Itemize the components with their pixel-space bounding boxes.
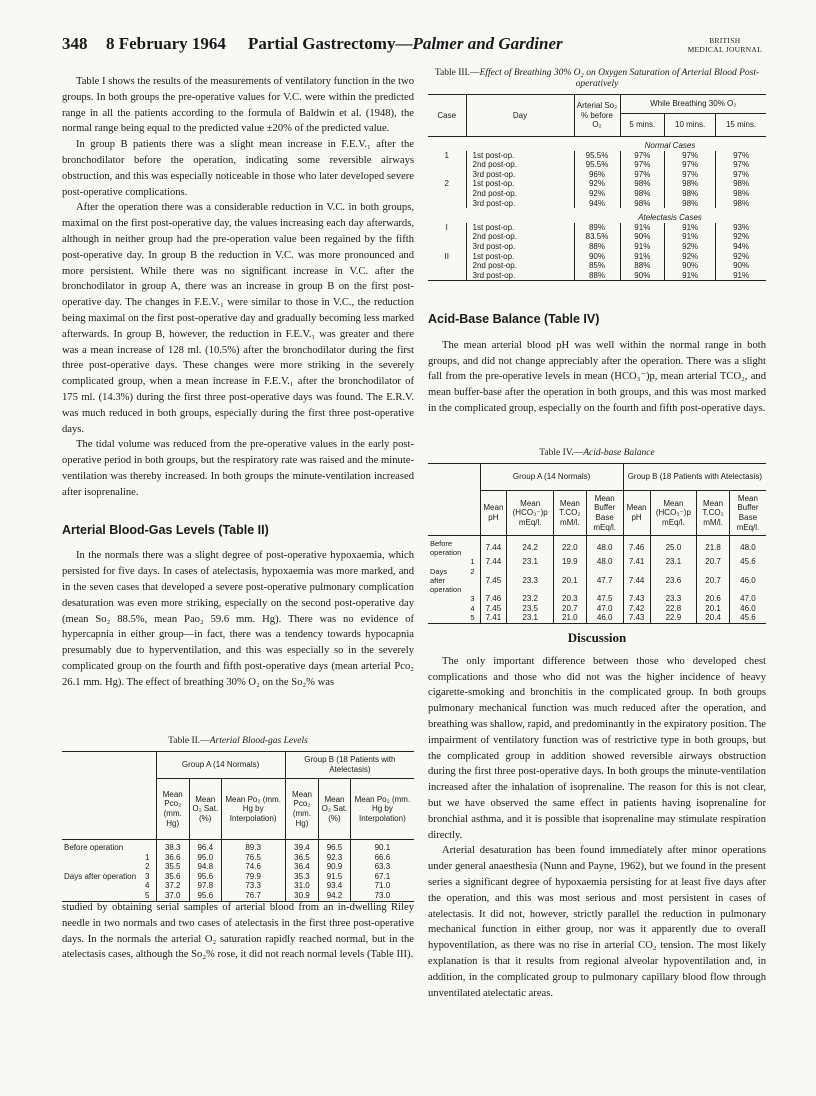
cell: 7.42 — [623, 604, 650, 614]
cell: 47.0 — [729, 594, 766, 604]
day-label: 2nd post-op. — [466, 261, 574, 271]
col-sat: Mean O₂ Sat. (%) — [189, 779, 221, 840]
table-row — [428, 242, 766, 252]
cell: 23.5 — [507, 604, 554, 614]
table-row — [428, 179, 766, 189]
title-authors: Palmer and Gardiner — [412, 34, 563, 53]
row-label — [428, 604, 480, 614]
cell: 46.0 — [729, 567, 766, 595]
paragraph: studied by obtaining serial samples of arterial blood from an in-dwelling Riley needle in two normals and two cases of atelectasis in the first three post-operative days. In the normals the arterial O₂ saturation rapidly reached normal, but in the atelectasis cases, although the So₂% rose, it did not reach normal levels (Table III). — [62, 902, 414, 961]
cell: 90% — [716, 261, 766, 271]
cell: 22.8 — [650, 604, 697, 614]
cell: 23.1 — [650, 557, 697, 567]
case-number — [428, 160, 466, 170]
cell: 46.0 — [729, 604, 766, 614]
cell: 48.0 — [729, 536, 766, 558]
left-column — [62, 74, 414, 690]
cell: 97% — [620, 151, 665, 161]
day-label: 3rd post-op. — [466, 242, 574, 252]
row-label — [62, 881, 156, 891]
table-row — [428, 567, 766, 595]
cell: 24.2 — [507, 536, 554, 558]
cell: 92% — [574, 179, 620, 189]
cell: 98% — [620, 179, 665, 189]
table-row — [428, 199, 766, 209]
issue-date: 8 February 1964 — [106, 34, 226, 53]
cell: 97% — [716, 160, 766, 170]
case-number — [428, 261, 466, 271]
cell: 76.7 — [221, 891, 285, 901]
cell: 23.1 — [507, 557, 554, 567]
journal-line1: BRITISH — [709, 36, 741, 45]
cell: 98% — [665, 199, 716, 209]
cell: 7.45 — [480, 604, 507, 614]
cell: 19.9 — [554, 557, 587, 567]
cell: 98% — [716, 199, 766, 209]
table-row — [428, 557, 766, 567]
cell: 98% — [716, 189, 766, 199]
days-label: Days after operation — [430, 566, 462, 594]
col-tco2: Mean T.CO₂ mM/l. — [697, 491, 730, 536]
day-label: 1st post-op. — [466, 151, 574, 161]
cell: 97% — [665, 151, 716, 161]
cell: 98% — [716, 179, 766, 189]
table-row — [62, 853, 414, 863]
col-hco3: Mean (HCO₃⁻)p mEq/l. — [650, 491, 697, 536]
cell: 47.0 — [586, 604, 623, 614]
row-label — [428, 613, 480, 623]
cell: 7.44 — [480, 536, 507, 558]
journal-line2: MEDICAL JOURNAL — [687, 45, 762, 54]
cell: 25.0 — [650, 536, 697, 558]
cell: 91% — [665, 232, 716, 242]
group-a-header: Group A (14 Normals) — [156, 752, 285, 779]
case-number — [428, 199, 466, 209]
table-row — [428, 189, 766, 199]
table-row — [428, 232, 766, 242]
cell: 7.43 — [623, 613, 650, 623]
col-po2: Mean Po₂ (mm. Hg by Interpolation) — [350, 779, 414, 840]
right-column-top — [428, 312, 766, 417]
cell: 94% — [574, 199, 620, 209]
left-column-bottom — [62, 900, 414, 963]
cell: 39.4 — [285, 840, 318, 853]
cell: 90% — [574, 252, 620, 262]
table-row — [428, 160, 766, 170]
cell: 96.4 — [189, 840, 221, 853]
table-4-grid — [428, 463, 766, 624]
paragraph: The only important difference between those who developed chest complications and those who did not was the higher incidence of heavy cigarette-smoking and bronchitis in the complicated group. In both groups pulmonary mechanical function was much reduced after the operation, and breathing was shallow, rapid, and predominantly in the expiratory position. The impairment of ventilatory function was of restrictive type in both groups, but the complicated group in addition showed reversible airways obstruction during the first three post-operative days. In both groups the minute-ventilation increased after the inhalation of isoprenaline. The reason for this is not clear, but we have observed the same effect in patients having isoprenaline for bronchial asthma, and it is possible that isoprenaline may stimulate respiration directly. — [428, 655, 766, 841]
cell: 46.0 — [586, 613, 623, 623]
day-number: 5 — [145, 890, 150, 900]
cell: 30.9 — [285, 891, 318, 901]
cell: 95.0 — [189, 853, 221, 863]
cell: 36.6 — [156, 853, 189, 863]
cell: 97% — [665, 170, 716, 180]
table-2 — [62, 736, 414, 902]
article-title — [248, 34, 563, 54]
table-row — [428, 536, 766, 558]
cell: 92% — [574, 189, 620, 199]
cell: 98% — [620, 199, 665, 209]
day-number: 4 — [470, 603, 475, 613]
cell: 97% — [716, 151, 766, 161]
cell: 36.4 — [285, 862, 318, 872]
cell: 76.5 — [221, 853, 285, 863]
cell: 7.44 — [623, 567, 650, 595]
paragraph: The mean arterial blood pH was well within the normal range in both groups, and did not change appreciably after the operation. There was a slight fall from the pre-operative levels in mean (HCO₃⁻)p, mean arterial TCO₂, and mean buffer-base after the operation in both groups, and this was most marked in the complicated group, especially on the fourth and fifth post-operative days. — [428, 339, 766, 414]
cell: 96% — [574, 170, 620, 180]
cell: 66.6 — [350, 853, 414, 863]
cell: 47.7 — [586, 567, 623, 595]
right-column-bottom — [428, 630, 766, 1001]
table-3-caption: Table III.—Effect of Breathing 30% O₂ on Oxygen Saturation of Arterial Blood Post-operatively — [434, 68, 760, 89]
cell: 23.6 — [650, 567, 697, 595]
row-label — [428, 594, 480, 604]
normal-cases-label: Normal Cases — [644, 141, 696, 150]
cell: 23.1 — [507, 613, 554, 623]
cell: 95.6 — [189, 891, 221, 901]
cell: 94% — [716, 242, 766, 252]
day-number: 5 — [470, 613, 475, 623]
table-row — [62, 840, 414, 853]
cell: 91% — [716, 271, 766, 281]
journal-name — [688, 36, 762, 54]
col-while: While Breathing 30% O₂ — [620, 95, 766, 114]
col-pco2: Mean Pco₂ (mm. Hg) — [156, 779, 189, 840]
cell: 98% — [665, 189, 716, 199]
day-label: 1st post-op. — [466, 252, 574, 262]
cell: 23.3 — [507, 567, 554, 595]
col-hco3: Mean (HCO₃⁻)p mEq/l. — [507, 491, 554, 536]
table-row — [428, 252, 766, 262]
col-5min: 5 mins. — [620, 114, 665, 137]
cell: 45.6 — [729, 613, 766, 623]
day-label: 1st post-op. — [466, 223, 574, 233]
cell: 96.5 — [319, 840, 351, 853]
paragraph: After the operation there was a considerable reduction in V.C. in both groups, maximal on the first post-operative day, the values increasing each day afterwards, although in neither group had the pre-operation value been regained by the fifth post-operative day. In group B the reduction in V.C. was more pronounced and more persistent. While there was no significant increase in V.C. after the bronchodilator in group A, there was an increase in group B on the first post-operative day. The changes in F.E.V.₁ were similar to those in V.C., the reduction being maximal on the first post-operative day and gradually becoming less marked afterwards. In group B, however, the reduction in F.E.V.₁ was greater and there was a mean increase of 128 ml. (10.5%) after the bronchodilator during the first three post-operative days. These changes were more striking in the severely complicated group, when a mean increase in F.E.V.₁ after the bronchodilator of 175 ml. (14.3%) during the first three post-operative days was found. The E.R.V. was much reduced in both groups, especially during the first three post-operative days. — [62, 202, 414, 435]
cell: 71.0 — [350, 881, 414, 891]
case-number — [428, 189, 466, 199]
cell: 98% — [665, 179, 716, 189]
cell: 20.1 — [554, 567, 587, 595]
day-label: 1st post-op. — [466, 179, 574, 189]
cell: 89% — [574, 223, 620, 233]
cell: 92% — [665, 242, 716, 252]
paragraph: In the normals there was a slight degree of post-operative hypoxaemia, which persisted for five days. In cases of atelectasis, hypoxaemia was more marked, and in the seven cases that developed a severe post-operative pulmonary complication desaturation was even more striking, especially on the second post-operative day (mean So₂ 88.5%, mean Pao₂ 59.6 mm. Hg). There was no evidence of hypercapnia in either group—in fact, there was a tendency towards hypocapnia presumably due to hyperventilation, and this was especially so in the severely complicated group on the fourth and fifth post-operative days (mean arterial Pco₂ 26.1 mm. Hg). The effect of breathing 30% O₂ on the So₂% was — [62, 550, 414, 688]
cell: 20.1 — [697, 604, 730, 614]
cell: 95.5% — [574, 151, 620, 161]
table-2-caption: Table II.—Arterial Blood-gas Levels — [168, 736, 308, 746]
cell: 31.0 — [285, 881, 318, 891]
col-10min: 10 mins. — [665, 114, 716, 137]
cell: 38.3 — [156, 840, 189, 853]
cell: 37.2 — [156, 881, 189, 891]
cell: 88% — [574, 271, 620, 281]
col-case: Case — [428, 95, 466, 137]
day-number: 4 — [145, 881, 150, 891]
cell: 91% — [620, 252, 665, 262]
table-3 — [428, 68, 766, 281]
group-a-header: Group A (14 Normals) — [480, 464, 623, 491]
cell: 74.6 — [221, 862, 285, 872]
cell: 7.41 — [623, 557, 650, 567]
cell: 94.2 — [319, 891, 351, 901]
cell: 22.9 — [650, 613, 697, 623]
cell: 93% — [716, 223, 766, 233]
table-row — [428, 613, 766, 623]
cell: 7.46 — [480, 594, 507, 604]
cell: 20.7 — [697, 567, 730, 595]
paragraph: The tidal volume was reduced from the pre-operative values in the early post-operative period in both groups, but the respiratory rate was raised and the minute-ventilation was thereby increased. In both groups the minute-ventilation increased after isoprenaline. — [62, 439, 414, 498]
day-label: 2nd post-op. — [466, 232, 574, 242]
col-15min: 15 mins. — [716, 114, 766, 137]
case-number — [428, 271, 466, 281]
col-buffer-base: Mean Buffer Base mEq/l. — [729, 491, 766, 536]
cell: 20.7 — [554, 604, 587, 614]
section-heading-blood-gas: Arterial Blood-Gas Levels (Table II) — [62, 522, 269, 537]
cell: 20.7 — [697, 557, 730, 567]
cell: 92% — [665, 252, 716, 262]
running-header — [62, 34, 762, 62]
cell: 35.5 — [156, 862, 189, 872]
cell: 48.0 — [586, 557, 623, 567]
cell: 7.46 — [623, 536, 650, 558]
day-label: 3rd post-op. — [466, 170, 574, 180]
cell: 79.9 — [221, 872, 285, 882]
table-4 — [428, 448, 766, 624]
table-row — [428, 261, 766, 271]
table-row — [62, 872, 414, 882]
atelectasis-cases-label: Atelectasis Cases — [638, 213, 702, 223]
cell: 20.3 — [554, 594, 587, 604]
cell: 91% — [620, 242, 665, 252]
cell: 90% — [620, 271, 665, 281]
paragraph: Arterial desaturation has been found immediately after minor operations under general anaesthesia (Nunn and Payne, 1962), but we found in the present series a significant degree of hypoxaemia persisting for at least five days after the operation, and this was most serious and most persistent in cases of atelectasis. It did not, however, strictly parallel the reduction in pulmonary mechanical function in either group, nor was it apparently due to overall hypoventilation, as there was no rise in arterial CO₂ tension. The most likely explanation is that it results from regional alveolar hypoventilation and, in addition, in the complicated group to pulmonary capillary blood flow through unventilated atelectatic areas. — [428, 845, 766, 999]
col-buffer-base: Mean Buffer Base mEq/l. — [586, 491, 623, 536]
cell: 90.9 — [319, 862, 351, 872]
day-number: 3 — [145, 871, 150, 881]
row-label — [62, 872, 156, 882]
day-label: 2nd post-op. — [466, 160, 574, 170]
cell: 91.5 — [319, 872, 351, 882]
cell: 7.44 — [480, 557, 507, 567]
table-row — [428, 271, 766, 281]
day-label: 3rd post-op. — [466, 271, 574, 281]
cell: 89.3 — [221, 840, 285, 853]
group-b-header: Group B (18 Patients with Atelectasis) — [623, 464, 766, 491]
cell: 20.4 — [697, 613, 730, 623]
cell: 48.0 — [586, 536, 623, 558]
cell: 95.6 — [189, 872, 221, 882]
table-row — [428, 594, 766, 604]
cell: 88% — [620, 261, 665, 271]
cell: 47.5 — [586, 594, 623, 604]
cell: 91% — [665, 223, 716, 233]
cell: 7.45 — [480, 567, 507, 595]
page-number: 348 — [62, 34, 88, 53]
case-number: 2 — [444, 179, 449, 189]
cell: 22.0 — [554, 536, 587, 558]
section-heading-discussion: Discussion — [567, 630, 627, 645]
cell: 83.5% — [574, 232, 620, 242]
cell: 90.1 — [350, 840, 414, 853]
col-po2: Mean Po₂ (mm. Hg by Interpolation) — [221, 779, 285, 840]
cell: 36.5 — [285, 853, 318, 863]
row-label — [62, 862, 156, 872]
case-number — [428, 242, 466, 252]
cell: 98% — [620, 189, 665, 199]
cell: 21.0 — [554, 613, 587, 623]
cell: 21.8 — [697, 536, 730, 558]
paragraph: In group B patients there was a slight mean increase in F.E.V.₁ after the bronchodilator before the operation, indicating some reversible airways obstruction, and this was especially noticeable in those who later developed severe post-operative complications. — [62, 139, 414, 198]
table-row — [428, 223, 766, 233]
cell: 90% — [665, 261, 716, 271]
cell: 88% — [574, 242, 620, 252]
table-row — [428, 170, 766, 180]
row-label — [62, 853, 156, 863]
col-ph: Mean pH — [480, 491, 507, 536]
cell: 23.3 — [650, 594, 697, 604]
cell: 7.43 — [623, 594, 650, 604]
days-label: Days after operation — [64, 871, 137, 881]
cell: 93.4 — [319, 881, 351, 891]
table-3-grid — [428, 94, 766, 281]
col-day: Day — [466, 95, 574, 137]
col-sat: Mean O₂ Sat. (%) — [319, 779, 351, 840]
cell: 92% — [716, 232, 766, 242]
day-label: 2nd post-op. — [466, 189, 574, 199]
group-b-header: Group B (18 Patients with Atelectasis) — [285, 752, 414, 779]
cell: 91% — [620, 223, 665, 233]
section-heading-acid-base: Acid-Base Balance (Table IV) — [428, 312, 600, 326]
cell: 92% — [716, 252, 766, 262]
cell: 7.41 — [480, 613, 507, 623]
cell: 73.0 — [350, 891, 414, 901]
row-label — [428, 557, 480, 567]
paragraph: Table I shows the results of the measurements of ventilatory function in the two groups. In both groups the pre-operative values for V.C. were within the predicted range in all the patients according to the formula of Baldwin et al. (1948), the normal range being equal to the predicted value ±20% of the predicted value. — [62, 76, 414, 135]
cell: 37.0 — [156, 891, 189, 901]
row-label: Before operation — [64, 843, 124, 852]
table-2-grid — [62, 751, 414, 902]
table-row — [62, 862, 414, 872]
col-before: Arterial So₂ % before O₂ — [574, 95, 620, 137]
cell: 97% — [716, 170, 766, 180]
col-tco2: Mean T.CO₂ mM/l. — [554, 491, 587, 536]
cell: 97.8 — [189, 881, 221, 891]
case-number: II — [444, 251, 449, 261]
title-main: Partial Gastrectomy— — [248, 34, 413, 53]
cell: 35.3 — [285, 872, 318, 882]
cell: 67.1 — [350, 872, 414, 882]
table-row — [428, 151, 766, 161]
day-number: 1 — [145, 852, 150, 862]
cell: 23.2 — [507, 594, 554, 604]
cell: 92.3 — [319, 853, 351, 863]
table-4-caption: Table IV.—Acid-base Balance — [539, 448, 655, 458]
cell: 97% — [620, 160, 665, 170]
case-number: 1 — [444, 150, 449, 160]
day-number: 2 — [470, 566, 475, 576]
cell: 94.8 — [189, 862, 221, 872]
cell: 85% — [574, 261, 620, 271]
row-label: Before operation — [430, 539, 462, 557]
cell: 97% — [620, 170, 665, 180]
cell: 91% — [665, 271, 716, 281]
cell: 63.3 — [350, 862, 414, 872]
cell: 95.5% — [574, 160, 620, 170]
cell: 20.6 — [697, 594, 730, 604]
day-label: 3rd post-op. — [466, 199, 574, 209]
cell: 45.6 — [729, 557, 766, 567]
cell: 97% — [665, 160, 716, 170]
row-label — [428, 567, 480, 595]
cell: 73.3 — [221, 881, 285, 891]
day-number: 3 — [470, 594, 475, 604]
day-number: 2 — [145, 862, 150, 872]
case-number — [428, 170, 466, 180]
cell: 90% — [620, 232, 665, 242]
case-number: I — [445, 222, 448, 232]
col-pco2: Mean Pco₂ (mm. Hg) — [285, 779, 318, 840]
case-number — [428, 232, 466, 242]
table-row — [428, 604, 766, 614]
day-number: 1 — [470, 557, 475, 566]
col-ph: Mean pH — [623, 491, 650, 536]
cell: 35.6 — [156, 872, 189, 882]
table-row — [62, 881, 414, 891]
